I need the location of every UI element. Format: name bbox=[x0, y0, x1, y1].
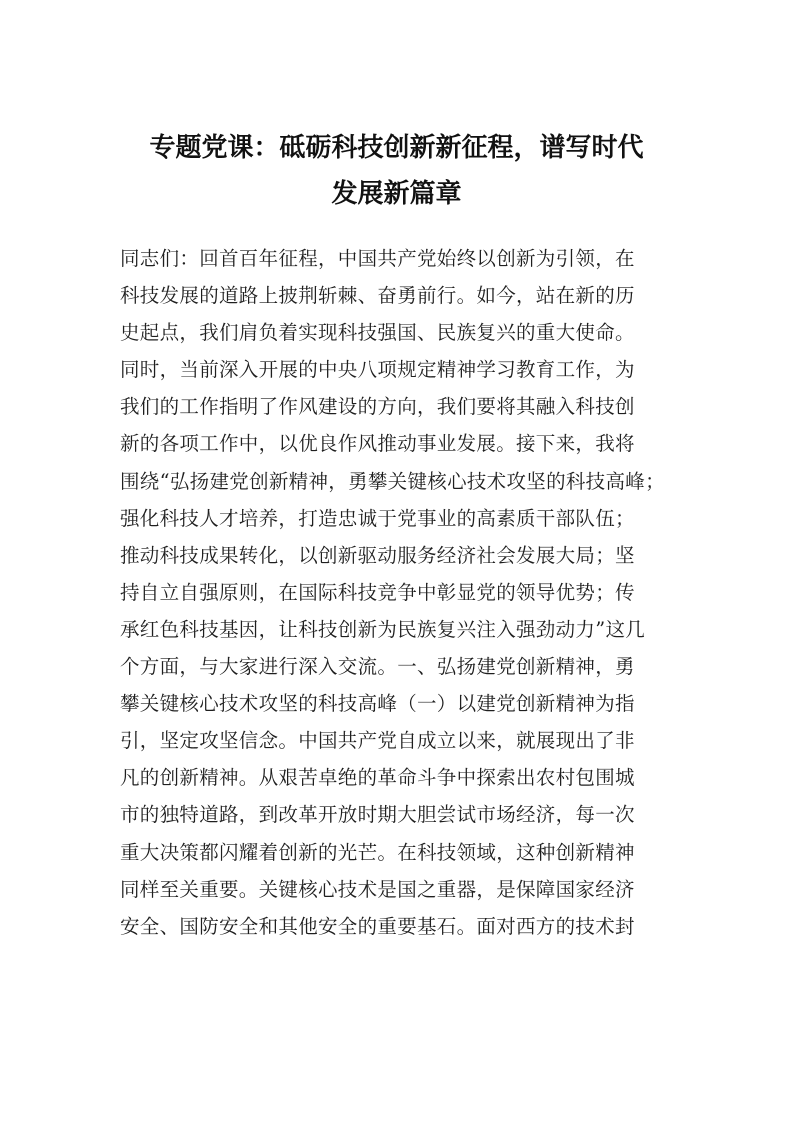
body-line: 新的各项工作中，以优良作风推动事业发展。接下来，我将 bbox=[120, 432, 635, 456]
body-line: 凡的创新精神。从艰苦卓绝的革命斗争中探索出农村包围城 bbox=[120, 766, 635, 790]
body-line: 个方面，与大家进行深入交流。一、弘扬建党创新精神，勇 bbox=[120, 655, 635, 679]
document-body bbox=[120, 240, 680, 945]
body-line: 攀关键核心技术攻坚的科技高峰（一）以建党创新精神为指 bbox=[120, 692, 635, 716]
body-line: 市的独特道路，到改革开放时期大胆尝试市场经济，每一次 bbox=[120, 803, 635, 827]
body-line: 引，坚定攻坚信念。中国共产党自成立以来，就展现出了非 bbox=[120, 729, 635, 753]
body-line: 强化科技人才培养，打造忠诚于党事业的高素质干部队伍； bbox=[120, 506, 635, 530]
body-line: 同时，当前深入开展的中央八项规定精神学习教育工作，为 bbox=[120, 358, 635, 382]
body-line: 我们的工作指明了作风建设的方向，我们要将其融入科技创 bbox=[120, 395, 635, 419]
body-line: 同志们：回首百年征程，中国共产党始终以创新为引领，在 bbox=[120, 247, 635, 270]
body-line: 推动科技成果转化，以创新驱动服务经济社会发展大局；坚 bbox=[120, 543, 635, 567]
document-title-line-1: 专题党课：砥砺科技创新新征程，谱写时代 bbox=[149, 133, 644, 163]
body-line: 史起点，我们肩负着实现科技强国、民族复兴的重大使命。 bbox=[120, 321, 635, 345]
body-line: 同样至关重要。关键核心技术是国之重器，是保障国家经济 bbox=[120, 877, 635, 901]
body-line: 围绕“弘扬建党创新精神，勇攀关键核心技术攻坚的科技高峰； bbox=[120, 469, 665, 493]
document-title-line-2: 发展新篇章 bbox=[331, 179, 462, 209]
body-line: 安全、国防安全和其他安全的重要基石。面对西方的技术封 bbox=[120, 914, 635, 938]
body-line: 持自立自强原则，在国际科技竞争中彰显党的领导优势；传 bbox=[120, 580, 635, 604]
body-line: 承红色科技基因，让科技创新为民族复兴注入强劲动力”这几 bbox=[120, 617, 646, 641]
body-line: 重大决策都闪耀着创新的光芒。在科技领域，这种创新精神 bbox=[120, 840, 635, 864]
body-line: 科技发展的道路上披荆斩棘、奋勇前行。如今，站在新的历 bbox=[120, 284, 635, 308]
